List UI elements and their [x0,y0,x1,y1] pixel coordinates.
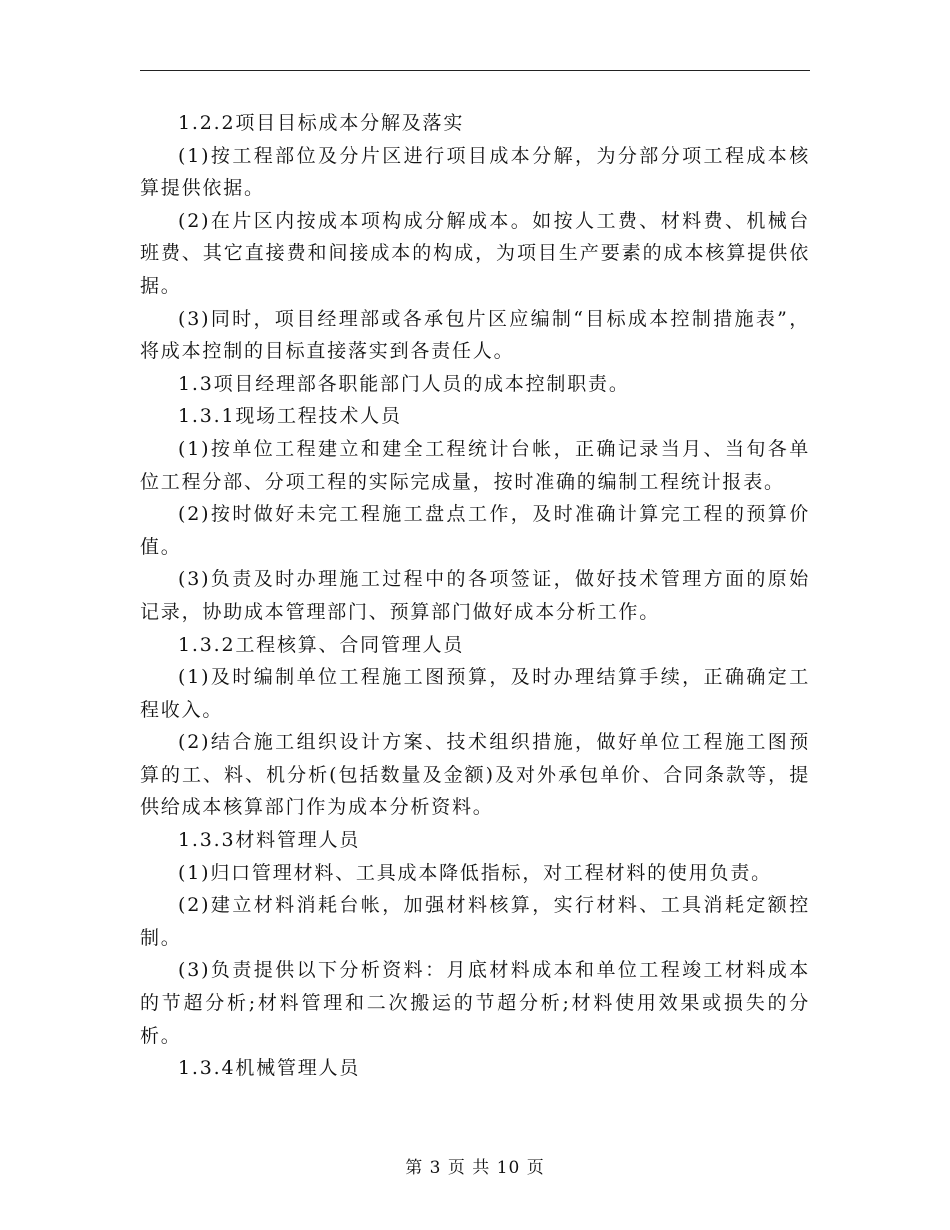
paragraph: (1)归口管理材料、工具成本降低指标，对工程材料的使用负责。 [178,861,772,884]
heading-1-3-3: 1.3.3材料管理人员 [178,829,361,852]
page-footer: 第 3 页 共 10 页 [405,1158,545,1178]
document-body [140,107,810,1085]
paragraph: (2)按时做好未完工程施工盘点工作，及时准确计算完工程的预算价值。 [140,503,810,558]
paragraph: (3)负责及时办理施工过程中的各项签证，做好技术管理方面的原始记录，协助成本管理部门、预算部门做好成本分析工作。 [140,568,810,623]
paragraph: (2)结合施工组织设计方案、技术组织措施，做好单位工程施工图预算的工、料、机分析(包括数量及金额)及对外承包单价、合同条款等，提供给成本核算部门作为成本分析资料。 [140,731,810,819]
heading-1-3-1: 1.3.1现场工程技术人员 [178,405,402,428]
paragraph: (2)在片区内按成本项构成分解成本。如按人工费、材料费、机械台班费、其它直接费和间接成本的构成，为项目生产要素的成本核算提供依据。 [140,209,810,297]
paragraph: (3)负责提供以下分析资料：月底材料成本和单位工程竣工材料成本的节超分析;材料管理和二次搬运的节超分析;材料使用效果或损失的分析。 [140,959,810,1047]
paragraph: (1)按单位工程建立和建全工程统计台帐，正确记录当月、当旬各单位工程分部、分项工程的实际完成量，按时准确的编制工程统计报表。 [140,437,810,493]
heading-1-2-2: 1.2.2项目目标成本分解及落实 [178,112,465,134]
heading-1-3: 1.3项目经理部各职能部门人员的成本控制职责。 [178,372,630,395]
paragraph: (3)同时，项目经理部或各承包片区应编制“目标成本控制措施表”，将成本控制的目标直接落实到各责任人。 [140,307,810,363]
paragraph: (1)按工程部位及分片区进行项目成本分解，为分部分项工程成本核算提供依据。 [140,144,810,200]
heading-1-3-4: 1.3.4机械管理人员 [178,1057,361,1080]
paragraph: (2)建立材料消耗台帐，加强材料核算，实行材料、工具消耗定额控制。 [140,894,810,949]
heading-1-3-2: 1.3.2工程核算、合同管理人员 [178,633,465,656]
paragraph: (1)及时编制单位工程施工图预算，及时办理结算手续，正确确定工程收入。 [140,666,810,721]
header-rule [140,70,810,71]
